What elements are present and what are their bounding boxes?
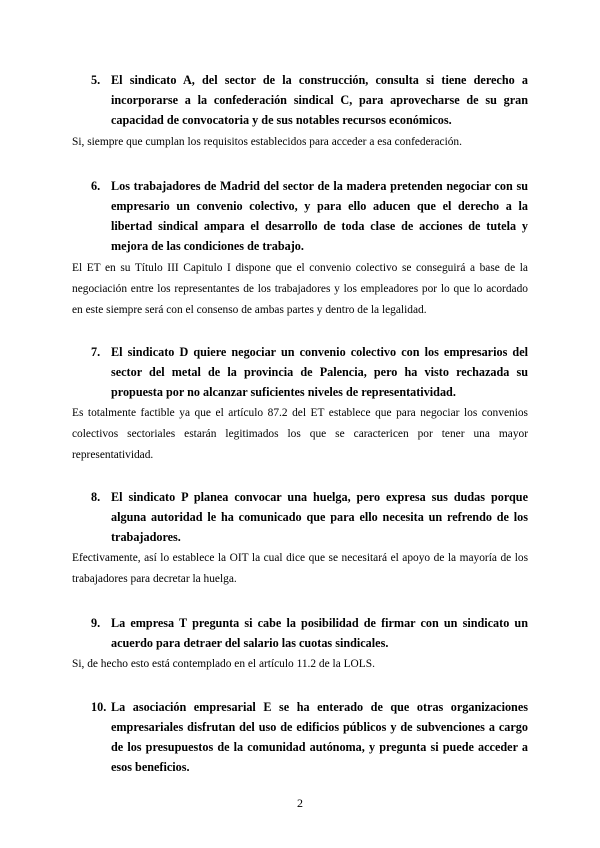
answer-6: El ET en su Título III Capitulo I dispone que el convenio colectivo se conseguirá a base de la negociación entre los representantes de los trabajadores y los empleadores por lo que lo acordado en este siempre será con el consenso de ambas partes y dentro de la legalidad. [72,262,528,316]
question-text: Los trabajadores de Madrid del sector de la madera pretenden negociar con su empresario un convenio colectivo, y para ello aducen que el derecho a la libertad sindical ampara el desarrollo de toda clase de acciones de tutela y mejora de las condiciones de trabajo. [111,179,528,253]
answer-5: Si, siempre que cumplan los requisitos establecidos para acceder a esa confederación. [72,136,462,148]
question-8 [91,487,528,547]
question-9 [91,613,528,653]
question-number: 7. [91,345,101,359]
question-text: El sindicato P planea convocar una huelga, pero expresa sus dudas porque alguna autoridad le ha comunicado que para ello necesita un refrendo de los trabajadores. [111,490,528,544]
question-10 [91,697,528,777]
page-number: 2 [297,796,303,810]
question-text: La empresa T pregunta si cabe la posibilidad de firmar con un sindicato un acuerdo para detraer del salario las cuotas sindicales. [111,616,528,650]
question-number: 9. [91,616,101,630]
question-7 [91,342,528,402]
question-number: 6. [91,179,101,193]
question-5 [91,70,528,130]
question-number: 10. [91,700,107,714]
question-number: 5. [91,73,101,87]
answer-7: Es totalmente factible ya que el artículo 87.2 del ET establece que para negociar los convenios colectivos sectoriales estarán legitimados los que se caractericen por tener una mayor representatividad. [72,407,528,461]
question-text: La asociación empresarial E se ha enterado de que otras organizaciones empresariales disfrutan del uso de edificios públicos y de subvenciones a cargo de los presupuestos de la comunidad autónoma, y pregunta si puede acceder a esos beneficios. [111,700,528,774]
question-text: El sindicato A, del sector de la construcción, consulta si tiene derecho a incorporarse a la confederación sindical C, para aprovecharse de su gran capacidad de convocatoria y de sus notables recursos económicos. [111,73,528,127]
question-6 [91,176,528,256]
question-text: El sindicato D quiere negociar un convenio colectivo con los empresarios del sector del metal de la provincia de Palencia, pero ha visto rechazada su propuesta por no alcanzar suficientes niveles de representatividad. [111,345,528,399]
answer-8: Efectivamente, así lo establece la OIT la cual dice que se necesitará el apoyo de la mayoría de los trabajadores para decretar la huelga. [72,552,528,585]
question-number: 8. [91,490,101,504]
answer-9: Si, de hecho esto está contemplado en el artículo 11.2 de la LOLS. [72,658,375,670]
